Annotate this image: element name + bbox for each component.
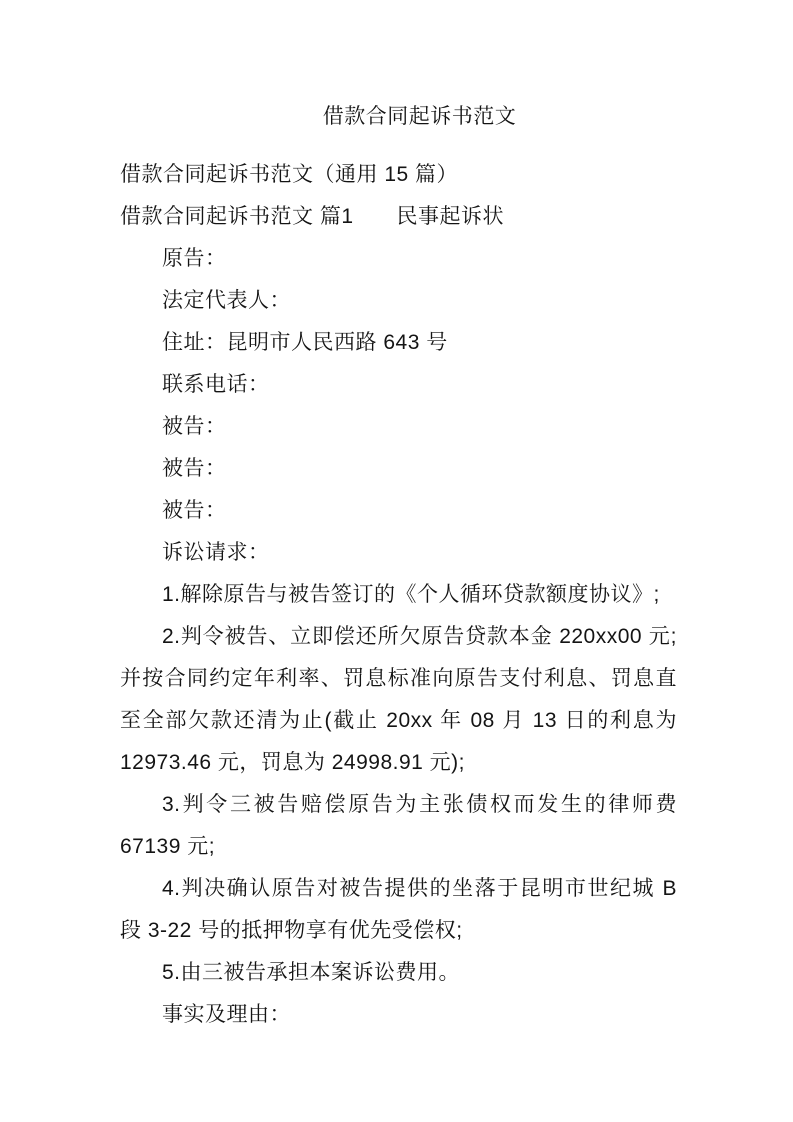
plaintiff-line: 原告： — [162, 247, 227, 270]
section-heading-paragraph: 借款合同起诉书范文 篇1 民事起诉状 — [120, 205, 505, 228]
claim-item-1: 1.解除原告与被告签订的《个人循环贷款额度协议》; — [162, 583, 660, 606]
claims-heading: 诉讼请求： — [162, 541, 270, 564]
document-title: 借款合同起诉书范文 — [322, 105, 517, 128]
defendant-line-1: 被告： — [162, 415, 227, 438]
address-line: 住址：昆明市人民西路 643 号 — [162, 331, 448, 354]
claim-item-2: 2.判令被告、立即偿还所欠原告贷款本金 220xx00 元;并按合同约定年利率、罚息标准向原告支付利息、罚息直至全部欠款还清为止(截止 20xx 年 08 月 13 日的利息为 12973.46 元，罚息为 24998.91 元); — [120, 625, 677, 774]
subtitle-paragraph: 借款合同起诉书范文（通用 15 篇） — [120, 163, 459, 186]
claim-item-5: 5.由三被告承担本案诉讼费用。 — [162, 961, 461, 984]
phone-line: 联系电话： — [162, 373, 270, 396]
facts-heading: 事实及理由： — [162, 1003, 291, 1026]
claim-item-3: 3.判令三被告赔偿原告为主张债权而发生的律师费 67139 元; — [120, 793, 677, 858]
defendant-line-2: 被告： — [162, 457, 227, 480]
legal-representative-line: 法定代表人： — [162, 289, 291, 312]
defendant-line-3: 被告： — [162, 499, 227, 522]
claim-item-4: 4.判决确认原告对被告提供的坐落于昆明市世纪城 B 段 3-22 号的抵押物享有优先受偿权; — [120, 877, 677, 942]
